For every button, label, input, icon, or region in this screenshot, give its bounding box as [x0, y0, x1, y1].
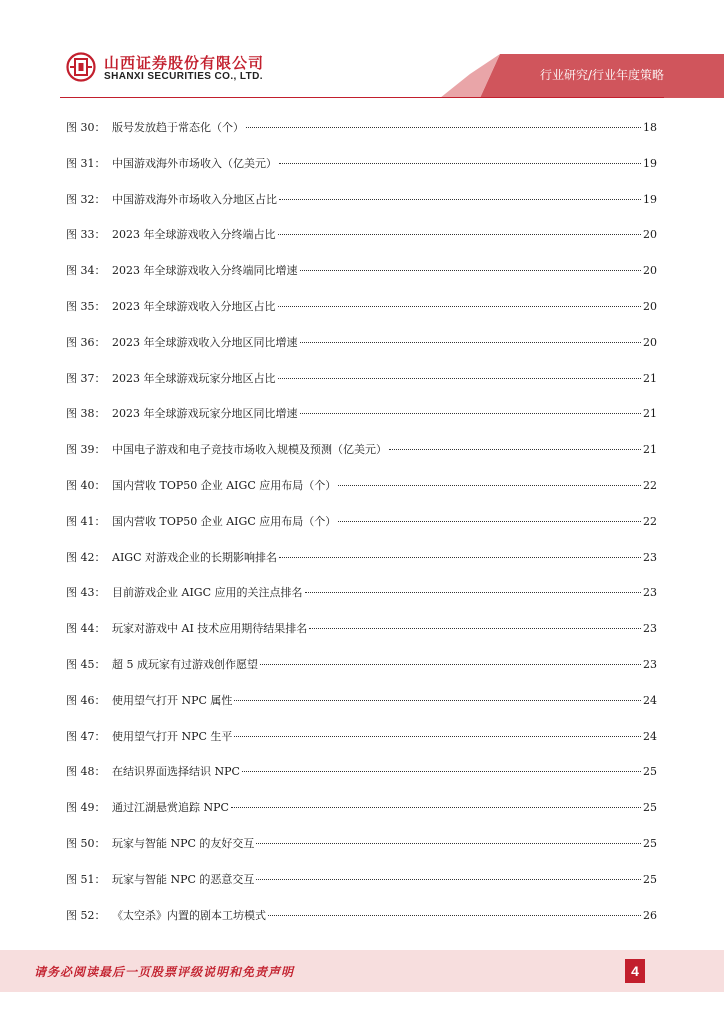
- figure-page-number: 26: [643, 908, 657, 922]
- figure-list: [66, 118, 657, 941]
- figure-number: 图 32：: [66, 192, 106, 206]
- dot-leader: [389, 448, 641, 450]
- toc-entry[interactable]: [66, 333, 657, 369]
- toc-entry[interactable]: [66, 619, 657, 655]
- figure-title: 通过江湖悬赏追踪 NPC: [112, 801, 229, 815]
- figure-title: 在结识界面选择结识 NPC: [112, 765, 240, 779]
- figure-title: 中国游戏海外市场收入（亿美元）: [112, 156, 277, 170]
- dot-leader: [234, 735, 641, 737]
- dot-leader: [234, 699, 641, 701]
- figure-title: 《太空杀》内置的剧本工坊模式: [112, 908, 266, 922]
- toc-entry[interactable]: [66, 655, 657, 691]
- figure-page-number: 25: [643, 836, 657, 850]
- toc-entry[interactable]: [66, 476, 657, 512]
- figure-page-number: 22: [643, 478, 657, 492]
- dot-leader: [338, 520, 641, 522]
- figure-title: 使用望气打开 NPC 属性: [112, 693, 233, 707]
- toc-entry[interactable]: [66, 404, 657, 440]
- figure-page-number: 22: [643, 514, 657, 528]
- figure-page-number: 20: [643, 264, 657, 278]
- toc-entry[interactable]: [66, 297, 657, 333]
- toc-entry[interactable]: [66, 691, 657, 727]
- figure-page-number: 21: [643, 407, 657, 421]
- figure-number: 图 44：: [66, 622, 106, 636]
- figure-number: 图 41：: [66, 514, 106, 528]
- figure-number: 图 35：: [66, 299, 106, 313]
- toc-entry[interactable]: [66, 154, 657, 190]
- figure-number: 图 43：: [66, 586, 106, 600]
- figure-title: 使用望气打开 NPC 生平: [112, 729, 233, 743]
- figure-number: 图 51：: [66, 872, 106, 886]
- toc-entry[interactable]: [66, 369, 657, 405]
- figure-title: 国内营收 TOP50 企业 AIGC 应用布局（个）: [112, 478, 337, 492]
- figure-number: 图 47：: [66, 729, 106, 743]
- figure-number: 图 45：: [66, 657, 106, 671]
- figure-number: 图 42：: [66, 550, 106, 564]
- figure-page-number: 19: [643, 156, 657, 170]
- dot-leader: [260, 663, 641, 665]
- figure-page-number: 25: [643, 765, 657, 779]
- figure-number: 图 50：: [66, 836, 106, 850]
- dot-leader: [246, 126, 641, 128]
- dot-leader: [300, 341, 642, 343]
- dot-leader: [338, 484, 641, 486]
- figure-number: 图 39：: [66, 443, 106, 457]
- dot-leader: [279, 556, 641, 558]
- header-divider: [60, 97, 664, 98]
- toc-entry[interactable]: [66, 870, 657, 906]
- figure-title: 中国电子游戏和电子竞技市场收入规模及预测（亿美元）: [112, 443, 387, 457]
- figure-page-number: 24: [643, 729, 657, 743]
- disclaimer-notice: 请务必阅读最后一页股票评级说明和免责声明: [34, 965, 295, 979]
- figure-page-number: 24: [643, 693, 657, 707]
- dot-leader: [278, 233, 642, 235]
- figure-title: 2023 年全球游戏收入分终端占比: [112, 228, 276, 242]
- figure-title: 国内营收 TOP50 企业 AIGC 应用布局（个）: [112, 514, 337, 528]
- dot-leader: [242, 770, 641, 772]
- report-type-label: 行业研究/行业年度策略: [539, 68, 664, 82]
- figure-page-number: 23: [643, 586, 657, 600]
- dot-leader: [305, 591, 642, 593]
- figure-page-number: 23: [643, 657, 657, 671]
- figure-title: 玩家与智能 NPC 的友好交互: [112, 836, 255, 850]
- figure-page-number: 20: [643, 299, 657, 313]
- figure-title: 2023 年全球游戏收入分地区占比: [112, 299, 276, 313]
- figure-number: 图 40：: [66, 478, 106, 492]
- dot-leader: [279, 162, 641, 164]
- figure-number: 图 52：: [66, 908, 106, 922]
- toc-entry[interactable]: [66, 225, 657, 261]
- dot-leader: [279, 198, 641, 200]
- figure-title: 2023 年全球游戏收入分地区同比增速: [112, 335, 298, 349]
- company-name-cn: 山西证券股份有限公司: [104, 54, 265, 72]
- figure-number: 图 37：: [66, 371, 106, 385]
- figure-page-number: 25: [643, 872, 657, 886]
- toc-entry[interactable]: [66, 261, 657, 297]
- figure-page-number: 21: [643, 443, 657, 457]
- figure-title: 2023 年全球游戏收入分终端同比增速: [112, 264, 298, 278]
- toc-entry[interactable]: [66, 548, 657, 584]
- figure-title: 玩家与智能 NPC 的恶意交互: [112, 872, 255, 886]
- figure-title: 超 5 成玩家有过游戏创作愿望: [112, 657, 258, 671]
- figure-number: 图 34：: [66, 264, 106, 278]
- figure-title: 版号发放趋于常态化（个）: [112, 121, 244, 134]
- figure-title: 2023 年全球游戏玩家分地区占比: [112, 371, 276, 385]
- toc-entry[interactable]: [66, 190, 657, 226]
- figure-number: 图 33：: [66, 228, 106, 242]
- dot-leader: [300, 412, 642, 414]
- figure-number: 图 49：: [66, 801, 106, 815]
- figure-number: 图 31：: [66, 156, 106, 170]
- toc-entry[interactable]: [66, 906, 657, 942]
- figure-page-number: 23: [643, 622, 657, 636]
- figure-page-number: 19: [643, 192, 657, 206]
- toc-entry[interactable]: [66, 798, 657, 834]
- toc-entry[interactable]: [66, 512, 657, 548]
- toc-entry[interactable]: [66, 727, 657, 763]
- figure-page-number: 23: [643, 550, 657, 564]
- figure-page-number: 25: [643, 801, 657, 815]
- figure-title: AIGC 对游戏企业的长期影响排名: [112, 550, 277, 564]
- dot-leader: [278, 377, 642, 379]
- dot-leader: [231, 806, 641, 808]
- dot-leader: [278, 305, 642, 307]
- figure-page-number: 18: [643, 121, 657, 134]
- figure-title: 玩家对游戏中 AI 技术应用期待结果排名: [112, 622, 308, 636]
- company-name-en: SHANXI SECURITIES CO., LTD.: [104, 71, 263, 82]
- dot-leader: [268, 914, 641, 916]
- toc-entry[interactable]: [66, 834, 657, 870]
- figure-title: 目前游戏企业 AIGC 应用的关注点排名: [112, 586, 303, 600]
- dot-leader: [309, 627, 641, 629]
- figure-page-number: 20: [643, 335, 657, 349]
- figure-title: 中国游戏海外市场收入分地区占比: [112, 192, 277, 206]
- page-footer: [0, 950, 724, 992]
- figure-number: 图 46：: [66, 693, 106, 707]
- page-header: [0, 0, 724, 100]
- dot-leader: [300, 269, 642, 271]
- figure-number: 图 30：: [66, 121, 106, 134]
- figure-page-number: 21: [643, 371, 657, 385]
- dot-leader: [256, 878, 641, 880]
- page-number: 4: [625, 959, 645, 983]
- figure-number: 图 36：: [66, 335, 106, 349]
- figure-title: 2023 年全球游戏玩家分地区同比增速: [112, 407, 298, 421]
- toc-entry[interactable]: [66, 583, 657, 619]
- dot-leader: [256, 842, 641, 844]
- figure-number: 图 48：: [66, 765, 106, 779]
- figure-page-number: 20: [643, 228, 657, 242]
- toc-entry[interactable]: [66, 440, 657, 476]
- toc-entry[interactable]: [66, 762, 657, 798]
- figure-number: 图 38：: [66, 407, 106, 421]
- toc-entry[interactable]: [66, 118, 657, 154]
